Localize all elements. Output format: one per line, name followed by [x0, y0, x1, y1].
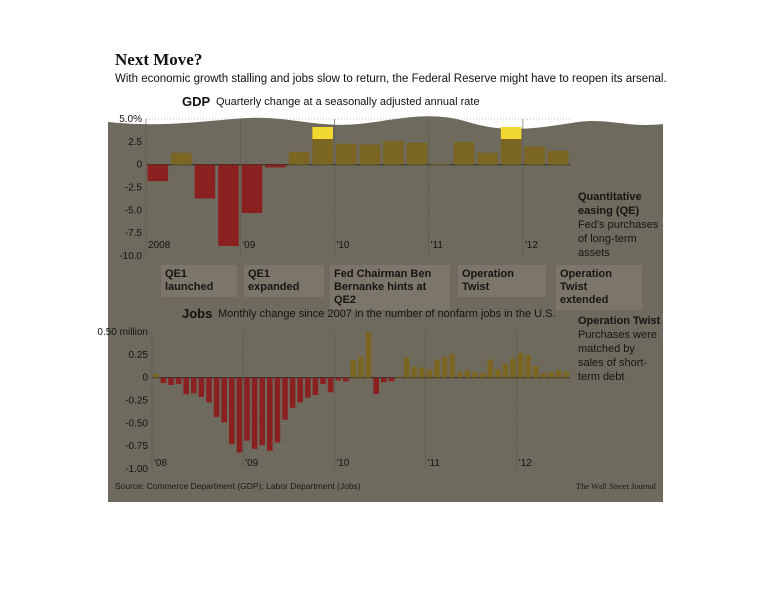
jobs-bar	[161, 378, 167, 383]
gdp-bar	[148, 165, 169, 181]
chart-title: Next Move?	[115, 50, 203, 69]
jobs-bar	[267, 378, 273, 451]
jobs-bar	[548, 372, 554, 377]
jobs-y-tick-label: -0.75	[125, 441, 148, 453]
jobs-bar	[556, 370, 562, 377]
credit: The Wall Street Journal	[575, 481, 656, 491]
jobs-bar	[442, 357, 448, 378]
jobs-bar	[525, 355, 531, 378]
jobs-x-tick-label: '10	[336, 458, 350, 469]
jobs-bar	[237, 378, 243, 453]
jobs-y-tick-label: -1.00	[125, 464, 148, 475]
qe-note	[578, 190, 662, 260]
gdp-bar	[171, 153, 192, 165]
jobs-x-tick-label: '12	[518, 458, 532, 469]
gdp-bar	[383, 141, 404, 165]
gdp-section-title: GDP	[182, 94, 211, 109]
jobs-bar	[320, 378, 326, 384]
twist-note	[578, 314, 662, 384]
gdp-bar	[360, 145, 381, 165]
gdp-highlight-marker	[312, 127, 333, 139]
jobs-bar	[297, 378, 303, 403]
jobs-bar	[328, 378, 334, 393]
jobs-bar	[358, 357, 364, 378]
jobs-bar	[495, 369, 501, 377]
jobs-bar	[275, 378, 281, 443]
jobs-bar	[366, 332, 372, 378]
jobs-y-tick-label: -0.25	[125, 395, 148, 407]
gdp-bar	[548, 151, 569, 165]
jobs-bar	[457, 372, 463, 377]
jobs-bar	[533, 366, 539, 378]
jobs-y-tick-label: 0	[142, 372, 148, 384]
jobs-bar	[229, 378, 235, 445]
jobs-x-tick-label: '11	[427, 458, 440, 469]
gdp-y-tick-label: -2.5	[124, 182, 142, 194]
jobs-bar	[259, 378, 265, 446]
gdp-x-tick-label: '09	[242, 240, 256, 251]
jobs-y-tick-label: -0.50	[125, 418, 148, 430]
qe-note-title: Quantitative easing (QE)	[578, 191, 642, 217]
gdp-x-tick-label: '12	[524, 240, 538, 251]
event-qe1-expanded: QE1 expanded	[244, 265, 324, 297]
gdp-chart	[119, 114, 570, 262]
gdp-y-tick-label: -7.5	[124, 228, 142, 240]
jobs-bar	[487, 359, 493, 377]
gdp-section-subtitle: Quarterly change at a seasonally adjusted annual rate	[216, 96, 480, 108]
jobs-section-title: Jobs	[182, 306, 213, 321]
jobs-y-tick-label: 0.50 million	[97, 327, 148, 338]
jobs-bar	[381, 378, 387, 383]
gdp-y-tick-label: 2.5	[128, 136, 142, 148]
jobs-bar	[335, 378, 341, 381]
gdp-bar	[242, 165, 263, 213]
jobs-bar	[563, 371, 569, 377]
jobs-bar	[313, 378, 319, 395]
jobs-bar	[343, 378, 349, 382]
jobs-bar	[168, 378, 174, 385]
jobs-bar	[480, 373, 486, 378]
gdp-bar	[430, 164, 451, 165]
jobs-bar	[411, 367, 417, 378]
jobs-bar	[305, 378, 311, 398]
event-qe2-hint: Fed Chairman Ben Bernanke hints at QE2	[330, 265, 450, 310]
jobs-bar	[199, 378, 205, 397]
event-qe1-launched: QE1 launched	[161, 265, 237, 297]
source-note: Source: Commerce Department (GDP); Labor Department (Jobs)	[115, 481, 361, 491]
jobs-section-subtitle: Monthly change since 2007 in the number of nonfarm jobs in the U.S.	[218, 308, 556, 320]
jobs-bar	[183, 378, 189, 394]
gdp-bar	[524, 146, 545, 164]
jobs-bar	[282, 378, 288, 420]
jobs-bar	[503, 364, 509, 378]
event-operation-twist-extended: Operation Twist extended	[556, 265, 642, 310]
jobs-bar	[396, 377, 402, 378]
jobs-bar	[373, 378, 379, 394]
qe-note-text: Fed's purchases of long-term assets	[578, 219, 659, 259]
chart-subtitle: With economic growth stalling and jobs slow to return, the Federal Reserve might have to reopen its arsenal.	[115, 73, 667, 85]
gdp-y-tick-label: -10.0	[119, 251, 142, 262]
twist-note-text: Purchases were matched by sales of short-term debt	[578, 329, 657, 383]
jobs-bar	[472, 372, 478, 377]
twist-note-title: Operation Twist	[578, 315, 661, 327]
gdp-bar	[477, 153, 498, 165]
gdp-y-tick-label: -5.0	[124, 205, 142, 217]
jobs-y-tick-label: 0.25	[128, 349, 148, 361]
jobs-bar	[518, 353, 524, 378]
gdp-bar	[195, 165, 216, 199]
jobs-bar	[351, 360, 357, 377]
jobs-bar	[541, 373, 547, 378]
jobs-bar	[434, 359, 440, 377]
jobs-chart	[97, 327, 570, 475]
gdp-y-tick-label: 5.0%	[119, 114, 142, 125]
gdp-x-tick-label: 2008	[148, 240, 171, 251]
gdp-bar	[454, 142, 475, 165]
gdp-y-tick-label: 0	[136, 159, 142, 171]
jobs-bar	[419, 368, 425, 378]
event-operation-twist: Operation Twist	[458, 265, 546, 297]
gdp-bar	[218, 165, 239, 246]
jobs-bar	[244, 378, 250, 441]
jobs-bar	[465, 370, 471, 377]
gdp-x-tick-label: '10	[336, 240, 350, 251]
jobs-bar	[427, 369, 433, 377]
jobs-bar	[153, 374, 159, 378]
gdp-bar	[265, 165, 286, 168]
jobs-bar	[214, 378, 220, 417]
jobs-bar	[389, 378, 395, 382]
jobs-bar	[176, 378, 182, 384]
jobs-bar	[221, 378, 227, 423]
gdp-highlight-marker	[501, 127, 522, 139]
jobs-bar	[404, 358, 410, 378]
jobs-bar	[449, 354, 455, 378]
gdp-bar	[289, 152, 310, 165]
gdp-bar	[336, 144, 357, 165]
jobs-bar	[206, 378, 212, 403]
jobs-bar	[191, 378, 197, 394]
chart-panel	[97, 36, 667, 502]
jobs-bar	[252, 378, 258, 449]
gdp-x-tick-label: '11	[430, 240, 443, 251]
jobs-bar	[290, 378, 296, 408]
jobs-x-tick-label: '09	[245, 458, 259, 469]
jobs-x-tick-label: '08	[154, 458, 168, 469]
gdp-bar	[407, 143, 428, 165]
jobs-bar	[510, 358, 516, 377]
